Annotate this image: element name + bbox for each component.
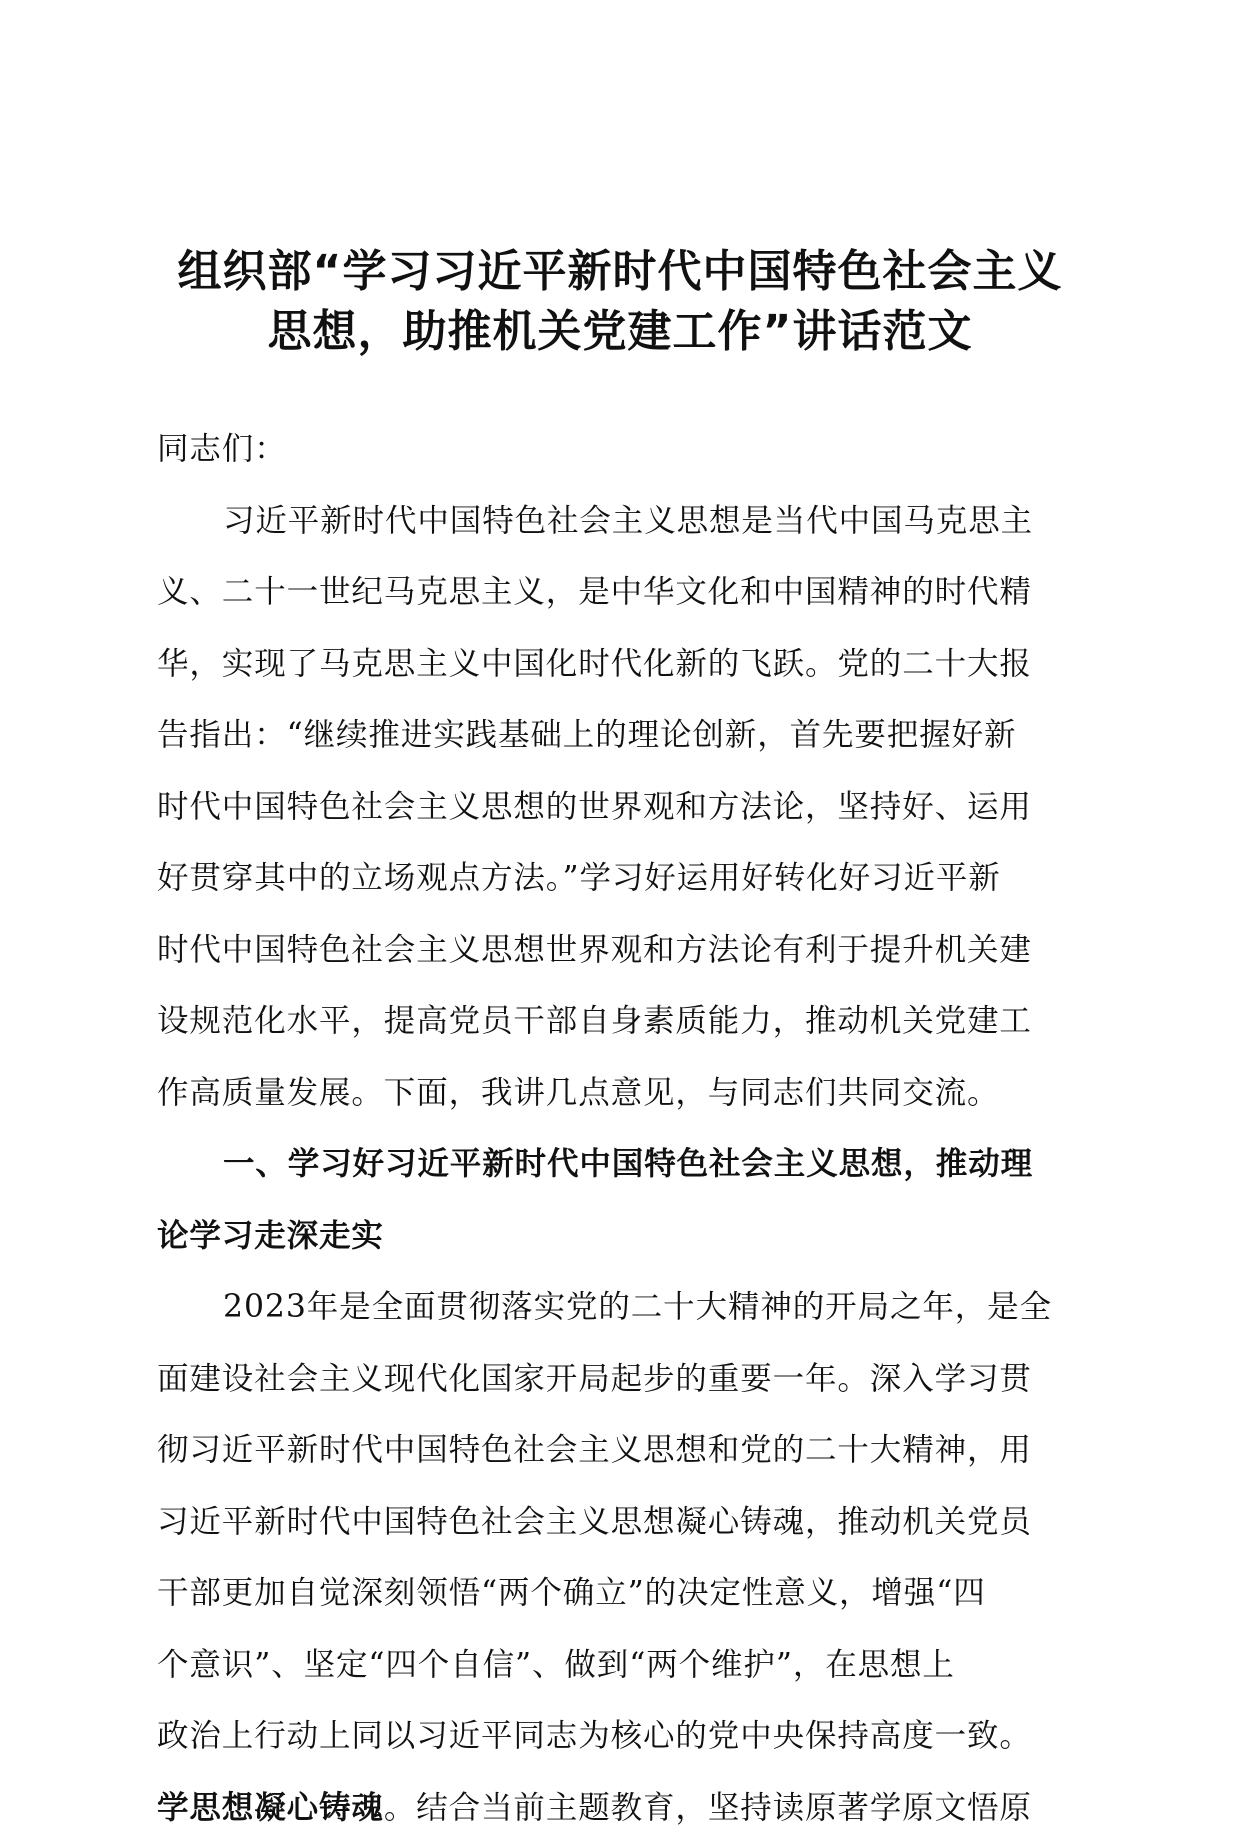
paragraph-line: 政治上行动上同以习近平同志为核心的党中央保持高度一致。	[157, 1701, 1077, 1773]
section-heading-line: 一、学习好习近平新时代中国特色社会主义思想，推动理	[157, 1129, 1077, 1201]
paragraph-line: 设规范化水平，提高党员干部自身素质能力，推动机关党建工	[157, 986, 1077, 1058]
paragraph-line: 告指出：“继续推进实践基础上的理论创新，首先要把握好新	[157, 700, 1077, 772]
paragraph-line: 义、二十一世纪马克思主义，是中华文化和中国精神的时代精	[157, 557, 1077, 629]
paragraph-line: 时代中国特色社会主义思想世界观和方法论有利于提升机关建	[157, 915, 1077, 987]
title-line-2: 思想，助推机关党建工作”讲话范文	[150, 302, 1090, 362]
paragraph-line: 好贯穿其中的立场观点方法。”学习好运用好转化好习近平新	[157, 843, 1077, 915]
paragraph-line: 彻习近平新时代中国特色社会主义思想和党的二十大精神，用	[157, 1415, 1077, 1487]
paragraph-line: 华，实现了马克思主义中国化时代化新的飞跃。党的二十大报	[157, 629, 1077, 701]
paragraph-line: 2023年是全面贯彻落实党的二十大精神的开局之年，是全	[157, 1272, 1077, 1344]
paragraph-line: 习近平新时代中国特色社会主义思想是当代中国马克思主	[157, 486, 1077, 558]
paragraph-line: 作高质量发展。下面，我讲几点意见，与同志们共同交流。	[157, 1058, 1077, 1130]
paragraph-text: 。结合当前主题教育，坚持读原著学原文悟原	[384, 1790, 1032, 1826]
paragraph-line: 习近平新时代中国特色社会主义思想凝心铸魂，推动机关党员	[157, 1487, 1077, 1559]
paragraph-line: 时代中国特色社会主义思想的世界观和方法论，坚持好、运用	[157, 772, 1077, 844]
section-heading-line: 论学习走深走实	[157, 1201, 1077, 1273]
paragraph-line: 干部更加自觉深刻领悟“两个确立”的决定性意义，增强“四	[157, 1558, 1077, 1630]
salutation: 同志们：	[157, 414, 1077, 486]
subsection-lead: 学思想凝心铸魂	[157, 1790, 384, 1826]
paragraph-line: 面建设社会主义现代化国家开局起步的重要一年。深入学习贯	[157, 1344, 1077, 1416]
document-title	[150, 242, 1090, 362]
document-body	[157, 414, 1077, 1844]
title-line-1: 组织部“学习习近平新时代中国特色社会主义	[150, 242, 1090, 302]
paragraph-line: 个意识”、坚定“四个自信”、做到“两个维护”，在思想上	[157, 1630, 1077, 1702]
paragraph-line	[157, 1773, 1077, 1844]
